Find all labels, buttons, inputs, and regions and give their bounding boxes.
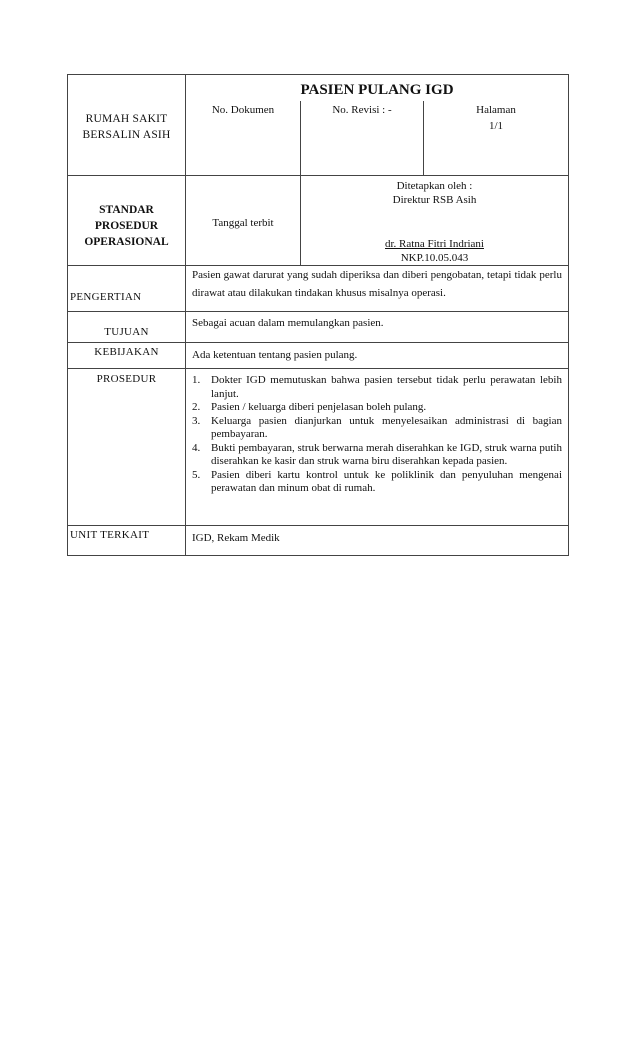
halaman-label: Halaman [476, 103, 516, 116]
sop-label-line1: STANDAR [99, 203, 154, 216]
step-text: Bukti pembayaran, struk berwarna merah diserahkan ke IGD, struk warna putih diserahkan ke kasir dan struk warna biru diserahkan kepada pasien. [211, 441, 562, 467]
step-text: Keluarga pasien dianjurkan untuk menyelesaikan administrasi di bagian pembayaran. [211, 414, 562, 440]
step-number: 1. [192, 374, 201, 386]
signer-name: dr. Ratna Fitri Indriani [385, 238, 484, 250]
kebijakan-label: KEBIJAKAN [94, 346, 159, 358]
unit-terkait-label-cell [68, 526, 186, 556]
step-number: 5. [192, 468, 201, 481]
ditetapkan-oleh: Ditetapkan oleh : [396, 180, 473, 192]
signer-nkp: NKP.10.05.043 [400, 252, 469, 264]
hospital-name-line2: BERSALIN ASIH [82, 129, 171, 141]
pengertian-text: Pasien gawat darurat yang sudah diperiksa dan diberi pengobatan, tetapi tidak perlu dirawat atau dilakukan tindakan khusus misalnya operasi. [186, 266, 569, 312]
tanggal-terbit-label: Tanggal terbit [212, 216, 274, 229]
no-revisi-label: No. Revisi : - [332, 103, 392, 116]
sop-table [67, 74, 569, 556]
halaman-cell [424, 101, 569, 176]
sop-label-line2: PROSEDUR [94, 219, 159, 232]
step-number: 4. [192, 441, 201, 454]
list-item [192, 469, 562, 496]
hospital-name-cell [68, 75, 186, 176]
no-revisi-cell [301, 101, 424, 176]
unit-terkait-text: IGD, Rekam Medik [186, 526, 569, 556]
tujuan-label-cell [68, 312, 186, 343]
step-number: 2. [192, 401, 201, 413]
no-dokumen-label: No. Dokumen [211, 103, 275, 116]
tujuan-text: Sebagai acuan dalam memulangkan pasien. [186, 312, 569, 343]
pengertian-label-cell [68, 266, 186, 312]
kebijakan-label-cell [68, 343, 186, 369]
unit-terkait-label: UNIT TERKAIT [70, 529, 150, 541]
halaman-value: 1/1 [488, 119, 504, 132]
list-item [192, 415, 562, 442]
hospital-name-line1: RUMAH SAKIT [85, 113, 168, 125]
prosedur-steps [192, 374, 568, 496]
prosedur-label: PROSEDUR [96, 373, 157, 385]
document-title: PASIEN PULANG IGD [186, 75, 569, 101]
tanggal-terbit-cell [186, 176, 301, 266]
kebijakan-text: Ada ketentuan tentang pasien pulang. [186, 343, 569, 369]
step-text: Pasien diberi kartu kontrol untuk ke poliklinik dan penyuluhan mengenai perawatan dan minum obat di rumah. [211, 468, 562, 494]
sop-label-cell [68, 176, 186, 266]
direktur-label: Direktur RSB Asih [392, 194, 477, 206]
list-item [192, 442, 562, 469]
list-item [192, 374, 562, 401]
no-dokumen-cell [186, 101, 301, 176]
step-text: Pasien / keluarga diberi penjelasan boleh pulang. [211, 401, 427, 413]
step-text: Dokter IGD memutuskan bahwa pasien tersebut tidak perlu perawatan lebih lanjut. [211, 374, 562, 400]
tujuan-label: TUJUAN [104, 326, 149, 338]
step-number: 3. [192, 414, 201, 427]
list-item [192, 401, 562, 415]
pengertian-label: PENGERTIAN [70, 291, 142, 303]
prosedur-label-cell [68, 369, 186, 526]
sop-label-line3: OPERASIONAL [84, 235, 169, 248]
signature-cell [301, 176, 569, 266]
prosedur-steps-cell [186, 369, 569, 526]
